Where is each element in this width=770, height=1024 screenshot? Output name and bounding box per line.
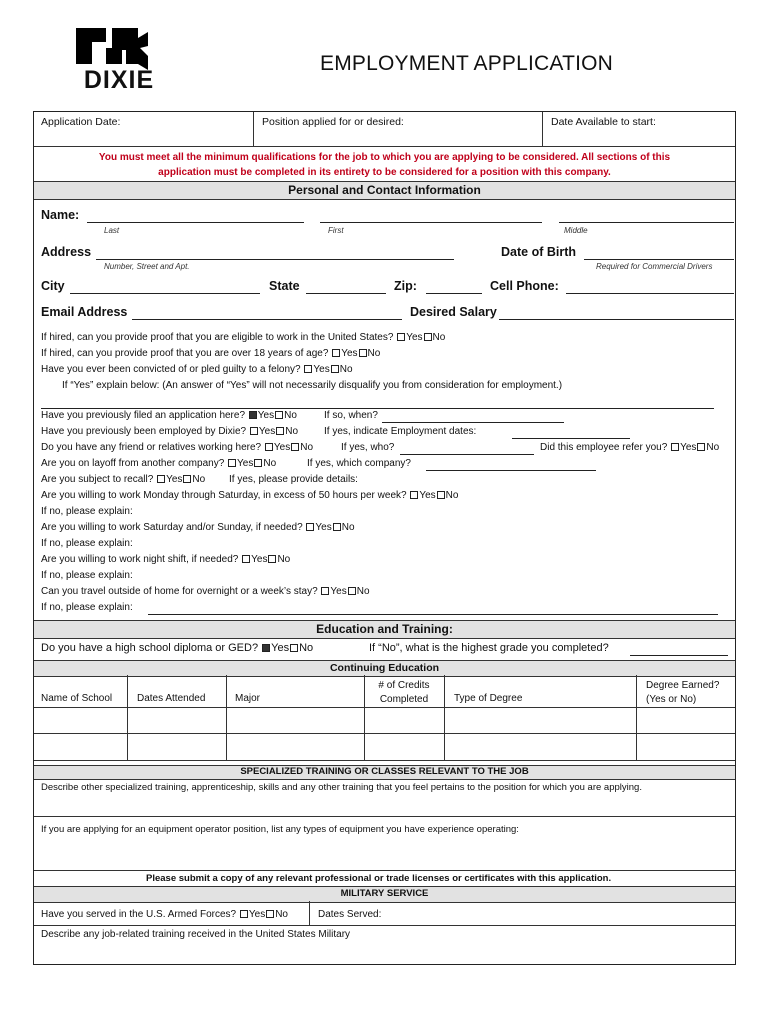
relatives-who-field[interactable] (400, 454, 534, 455)
relatives-yes-checkbox[interactable] (265, 443, 273, 451)
diploma-yes-checkbox[interactable] (262, 644, 270, 652)
night-explain-label: If no, please explain: (41, 570, 133, 581)
col-credits-2: Completed (379, 694, 429, 705)
armed-no-checkbox[interactable] (266, 910, 274, 918)
application-form (33, 111, 736, 965)
dob-hint: Required for Commercial Drivers (596, 262, 713, 271)
specialized-heading: SPECIALIZED TRAINING OR CLASSES RELEVANT TO THE JOB (240, 766, 529, 777)
prev-app-no-checkbox[interactable] (275, 411, 283, 419)
date-available-label: Date Available to start: (551, 116, 656, 128)
eligible-yes-checkbox[interactable] (397, 333, 405, 341)
mon-sat-yes-checkbox[interactable] (410, 491, 418, 499)
notice-line-1: You must meet all the minimum qualifications for the job to which you are applying to be considered. All sections of this (98, 152, 671, 163)
referral-no-checkbox[interactable] (697, 443, 705, 451)
specialized-describe: Describe other specialized training, apprenticeship, skills and any other training that you feel pertains to the position for which you are applying. (41, 782, 642, 793)
application-date-label: Application Date: (41, 116, 121, 128)
col-degree-type: Type of Degree (454, 693, 523, 704)
prev-emp-dates-label: If yes, indicate Employment dates: (324, 426, 477, 437)
prev-app-when-label: If so, when? (324, 410, 378, 421)
felony-yes-checkbox[interactable] (304, 365, 312, 373)
prev-emp-yes-checkbox[interactable] (250, 427, 258, 435)
dob-field[interactable] (584, 259, 734, 260)
layoff-company-label: If yes, which company? (307, 458, 411, 469)
question-armed-forces: Have you served in the U.S. Armed Forces? Yes No (41, 909, 288, 920)
first-name-field[interactable] (320, 222, 542, 223)
col-earned-1: Degree Earned? (646, 680, 720, 691)
diploma-no-checkbox[interactable] (290, 644, 298, 652)
referral-yes-checkbox[interactable] (671, 443, 679, 451)
middle-name-field[interactable] (559, 222, 734, 223)
dixie-logo (66, 28, 172, 92)
notice-line-2: application must be completed in its entirety to be considered for a position with this company. (158, 167, 611, 178)
question-mon-sat: Are you willing to work Monday through Saturday, in excess of 50 hours per week? Yes No (41, 490, 459, 501)
city-label: City (41, 279, 65, 293)
education-heading: Education and Training: (316, 622, 453, 636)
weekend-explain-label: If no, please explain: (41, 538, 133, 549)
question-eligible: If hired, can you provide proof that you are eligible to work in the United States? Yes No (41, 332, 446, 343)
question-night-shift: Are you willing to work night shift, if needed? Yes No (41, 554, 291, 565)
position-label: Position applied for or desired: (262, 116, 404, 128)
felony-explain-field[interactable] (41, 408, 714, 409)
question-recall: Are you subject to recall? Yes No (41, 474, 206, 485)
email-label: Email Address (41, 305, 128, 319)
weekend-yes-checkbox[interactable] (306, 523, 314, 531)
dates-served-label: Dates Served: (318, 909, 382, 920)
mon-sat-explain-label: If no, please explain: (41, 506, 133, 517)
prev-app-when-field[interactable] (382, 422, 564, 423)
state-field[interactable] (306, 293, 386, 294)
name-label: Name: (41, 208, 80, 222)
email-field[interactable] (132, 319, 402, 320)
recall-no-checkbox[interactable] (183, 475, 191, 483)
armed-yes-checkbox[interactable] (240, 910, 248, 918)
address-hint: Number, Street and Apt. (104, 262, 190, 271)
question-diploma: Do you have a high school diploma or GED? Yes No (41, 642, 314, 654)
last-hint: Last (104, 226, 120, 235)
equipment-prompt: If you are applying for an equipment operator position, list any types of equipment you have experience operating: (41, 824, 519, 835)
prev-emp-dates-field[interactable] (512, 438, 630, 439)
travel-no-checkbox[interactable] (348, 587, 356, 595)
travel-explain-label: If no, please explain: (41, 602, 133, 613)
col-dates: Dates Attended (137, 693, 206, 704)
felony-explain-note: If “Yes” explain below: (An answer of “Yes” will not necessarily disqualify you from consideration for employment.) (62, 380, 563, 391)
weekend-no-checkbox[interactable] (333, 523, 341, 531)
col-major: Major (235, 693, 261, 704)
layoff-company-field[interactable] (426, 470, 596, 471)
first-hint: First (328, 226, 344, 235)
question-weekend: Are you willing to work Saturday and/or Sunday, if needed? Yes No (41, 522, 355, 533)
layoff-yes-checkbox[interactable] (228, 459, 236, 467)
licenses-note: Please submit a copy of any relevant professional or trade licenses or certificates with this application. (146, 873, 612, 884)
highest-grade-label: If “No”, what is the highest grade you completed? (369, 642, 609, 654)
salary-field[interactable] (499, 319, 734, 320)
logo-text: DIXIE (83, 66, 155, 94)
col-school: Name of School (41, 693, 113, 704)
question-relatives: Do you have any friend or relatives working here? Yes No (41, 442, 314, 453)
page-title: EMPLOYMENT APPLICATION (320, 52, 614, 75)
prev-emp-no-checkbox[interactable] (276, 427, 284, 435)
col-credits-1: # of Credits (378, 680, 430, 691)
zip-field[interactable] (426, 293, 482, 294)
question-referral: Did this employee refer you? Yes No (540, 442, 720, 453)
eligible-no-checkbox[interactable] (424, 333, 432, 341)
recall-details-label: If yes, please provide details: (229, 474, 358, 485)
question-layoff: Are you on layoff from another company? Yes No (41, 458, 277, 469)
layoff-no-checkbox[interactable] (254, 459, 262, 467)
last-name-field[interactable] (87, 222, 304, 223)
address-label: Address (41, 245, 92, 259)
dob-label: Date of Birth (501, 245, 576, 259)
night-no-checkbox[interactable] (268, 555, 276, 563)
over18-no-checkbox[interactable] (359, 349, 367, 357)
question-previous-employment: Have you previously been employed by Dixie? Yes No (41, 426, 299, 437)
military-training-prompt: Describe any job-related training received in the United States Military (41, 929, 351, 940)
continuing-heading: Continuing Education (329, 662, 440, 674)
address-field[interactable] (96, 259, 454, 260)
military-heading: MILITARY SERVICE (340, 888, 429, 899)
state-label: State (269, 279, 300, 293)
middle-hint: Middle (564, 226, 588, 235)
travel-yes-checkbox[interactable] (321, 587, 329, 595)
city-field[interactable] (70, 293, 260, 294)
relatives-no-checkbox[interactable] (291, 443, 299, 451)
question-over-18: If hired, can you provide proof that you are over 18 years of age? Yes No (41, 348, 381, 359)
night-yes-checkbox[interactable] (242, 555, 250, 563)
recall-yes-checkbox[interactable] (157, 475, 165, 483)
prev-app-yes-checkbox[interactable] (249, 411, 257, 419)
felony-no-checkbox[interactable] (331, 365, 339, 373)
over18-yes-checkbox[interactable] (332, 349, 340, 357)
salary-label: Desired Salary (410, 305, 497, 319)
cell-field[interactable] (566, 293, 734, 294)
cell-label: Cell Phone: (490, 279, 559, 293)
mon-sat-no-checkbox[interactable] (437, 491, 445, 499)
question-travel: Can you travel outside of home for overnight or a week’s stay? Yes No (41, 586, 370, 597)
highest-grade-field[interactable] (630, 655, 728, 656)
zip-label: Zip: (394, 279, 417, 293)
question-previous-application: Have you previously filed an application here? Yes No (41, 410, 297, 421)
relatives-who-label: If yes, who? (341, 442, 395, 453)
col-earned-2: (Yes or No) (646, 694, 697, 705)
question-felony: Have you ever been convicted of or pled guilty to a felony? Yes No (41, 364, 353, 375)
travel-explain-field[interactable] (148, 614, 718, 615)
personal-heading: Personal and Contact Information (288, 183, 481, 197)
